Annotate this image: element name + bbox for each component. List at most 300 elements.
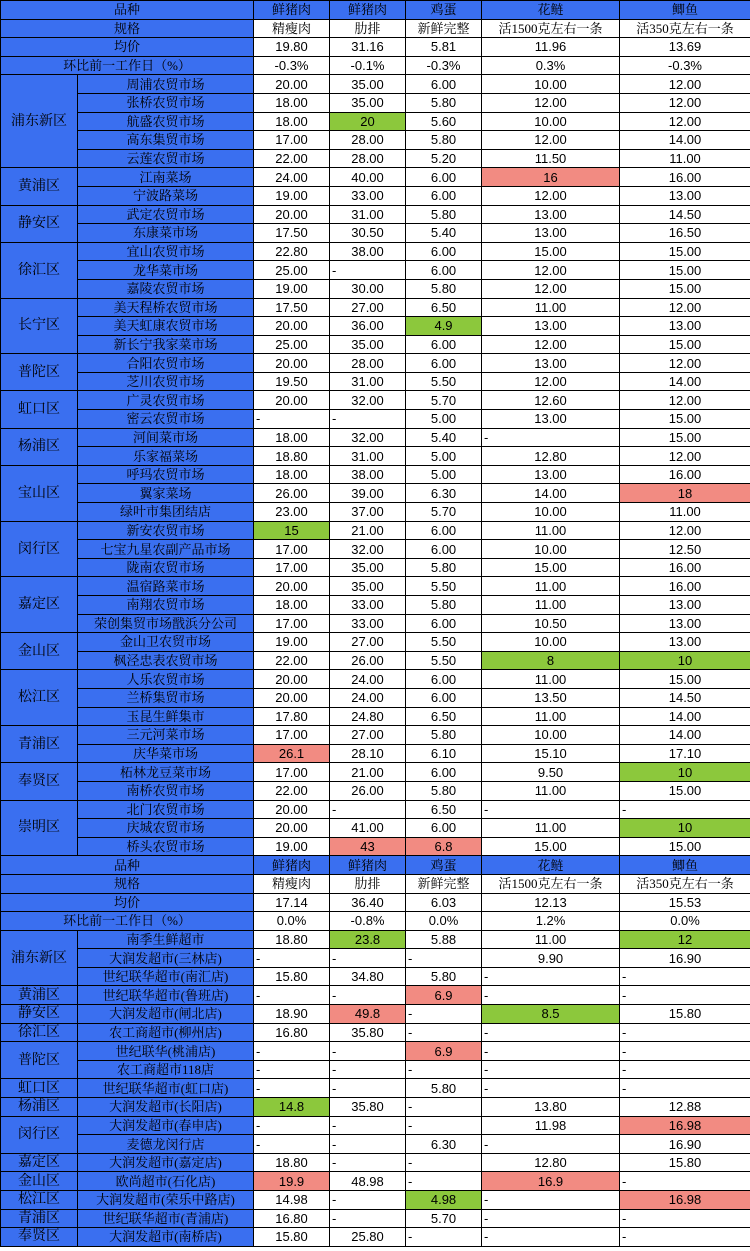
price-cell: 6.00: [406, 354, 482, 373]
variety-label: 品种: [1, 856, 254, 875]
price-cell: 22.00: [254, 149, 330, 168]
price-cell: 6.00: [406, 261, 482, 280]
price-cell: 28.10: [330, 744, 406, 763]
price-cell: 15.00: [620, 242, 750, 261]
price-cell: 15.00: [620, 781, 750, 800]
product-name: 鲜猪肉: [254, 856, 330, 875]
price-cell: 13.00: [482, 354, 620, 373]
price-cell: 13.00: [620, 596, 750, 615]
price-cell: 14.98: [254, 1191, 330, 1210]
price-cell: 6.00: [406, 614, 482, 633]
price-cell: 11.00: [482, 521, 620, 540]
price-cell: -: [620, 1228, 750, 1247]
price-cell: -: [482, 1042, 620, 1061]
market-name: 庆华菜市场: [78, 744, 254, 763]
price-cell: 15.00: [620, 261, 750, 280]
average-row: [1, 893, 750, 912]
spec-row: [1, 19, 750, 38]
market-row: [1, 428, 750, 447]
price-cell-high: 16.98: [620, 1191, 750, 1210]
price-cell: 12.00: [620, 112, 750, 131]
price-cell: -: [620, 1042, 750, 1061]
market-row: [1, 614, 750, 633]
price-cell: -: [482, 1228, 620, 1247]
price-cell: 20.00: [254, 75, 330, 94]
market-row: [1, 131, 750, 150]
change-value: 1.2%: [482, 912, 620, 931]
price-cell: 14.00: [620, 707, 750, 726]
price-cell: 6.00: [406, 540, 482, 559]
district-name: 静安区: [1, 1005, 78, 1024]
price-cell: 20.00: [254, 391, 330, 410]
price-cell: 10.00: [482, 75, 620, 94]
price-cell: 6.00: [406, 670, 482, 689]
price-cell: 5.50: [406, 633, 482, 652]
district-name: 嘉定区: [1, 577, 78, 633]
district-name: 青浦区: [1, 726, 78, 763]
market-name: 世纪联华超市(青浦店): [78, 1209, 254, 1228]
market-row: [1, 149, 750, 168]
price-cell: 5.80: [406, 726, 482, 745]
product-name: 鲫鱼: [620, 856, 750, 875]
market-name: 世纪联华超市(南汇店): [78, 967, 254, 986]
price-cell: 12.00: [620, 93, 750, 112]
market-name: 大润发超市(春申店): [78, 1116, 254, 1135]
price-cell-high: 49.8: [330, 1005, 406, 1024]
price-cell: 11.00: [482, 670, 620, 689]
market-row: [1, 707, 750, 726]
price-cell: 11.00: [620, 503, 750, 522]
price-cell-low: 14.8: [254, 1098, 330, 1117]
price-cell: 12.00: [620, 354, 750, 373]
price-cell: 15.00: [482, 837, 620, 856]
market-name: 麦德龙闵行店: [78, 1135, 254, 1154]
market-row: [1, 1098, 750, 1117]
product-name: 花鲢: [482, 856, 620, 875]
market-name: 世纪联华超市(鲁班店): [78, 986, 254, 1005]
price-cell-high: 6.9: [406, 986, 482, 1005]
price-cell: 22.00: [254, 781, 330, 800]
price-cell: 12.00: [482, 335, 620, 354]
market-row: [1, 447, 750, 466]
price-cell: 19.00: [254, 279, 330, 298]
price-cell: 6.00: [406, 819, 482, 838]
market-row: [1, 819, 750, 838]
market-row: [1, 837, 750, 856]
price-cell: 35.00: [330, 558, 406, 577]
district-name: 浦东新区: [1, 75, 78, 168]
district-name: 杨浦区: [1, 428, 78, 465]
average-value: 13.69: [620, 38, 750, 57]
average-value: 31.16: [330, 38, 406, 57]
price-cell-high: 19.9: [254, 1172, 330, 1191]
market-name: 大润发超市(荣乐中路店): [78, 1191, 254, 1210]
average-value: 19.80: [254, 38, 330, 57]
price-cell: 13.00: [482, 465, 620, 484]
spec-value: 新鲜完整: [406, 874, 482, 893]
price-cell: -: [482, 1135, 620, 1154]
price-cell: 5.40: [406, 428, 482, 447]
price-cell: 6.00: [406, 763, 482, 782]
price-cell: -: [620, 1023, 750, 1042]
price-cell: 17.00: [254, 540, 330, 559]
market-name: 北门农贸市场: [78, 800, 254, 819]
spec-value: 活1500克左右一条: [482, 19, 620, 38]
price-cell: -: [482, 428, 620, 447]
market-row: [1, 75, 750, 94]
price-cell: 20.00: [254, 800, 330, 819]
change-label: 环比前一工作日（%）: [1, 56, 254, 75]
product-name: 鲜猪肉: [330, 1, 406, 20]
price-cell: 35.00: [330, 75, 406, 94]
market-row: [1, 763, 750, 782]
change-value: -0.3%: [620, 56, 750, 75]
price-cell: 30.00: [330, 279, 406, 298]
market-row: [1, 1060, 750, 1079]
price-cell: 11.00: [482, 819, 620, 838]
price-cell: 18.80: [254, 447, 330, 466]
price-cell: 5.80: [406, 205, 482, 224]
price-cell: 18.00: [254, 465, 330, 484]
price-cell: 25.00: [254, 335, 330, 354]
market-row: [1, 781, 750, 800]
price-cell: 5.00: [406, 447, 482, 466]
market-name: 世纪联华超市(虹口店): [78, 1079, 254, 1098]
market-name: 大润发超市(嘉定店): [78, 1153, 254, 1172]
price-cell: 5.80: [406, 558, 482, 577]
price-cell: 13.00: [482, 410, 620, 429]
market-row: [1, 540, 750, 559]
price-cell: 26.00: [330, 651, 406, 670]
price-cell: -: [254, 410, 330, 429]
price-cell: 12.00: [482, 131, 620, 150]
price-cell: 6.00: [406, 521, 482, 540]
product-name: 鲜猪肉: [330, 856, 406, 875]
price-cell: 12.88: [620, 1098, 750, 1117]
price-cell: -: [406, 1228, 482, 1247]
variety-label: 品种: [1, 1, 254, 20]
market-row: [1, 949, 750, 968]
price-cell-high: 6.8: [406, 837, 482, 856]
product-name: 鸡蛋: [406, 856, 482, 875]
price-cell: 12.80: [482, 447, 620, 466]
market-name: 兰桥集贸市场: [78, 688, 254, 707]
price-cell: 12.50: [620, 540, 750, 559]
market-name: 大润发超市(长阳店): [78, 1098, 254, 1117]
price-cell: 26.00: [330, 781, 406, 800]
price-cell: 16.00: [620, 168, 750, 187]
price-cell-low: 10: [620, 651, 750, 670]
price-cell: 18.80: [254, 1153, 330, 1172]
price-cell: 13.00: [482, 224, 620, 243]
price-cell: -: [330, 1116, 406, 1135]
market-row: [1, 1116, 750, 1135]
spec-value: 肋排: [330, 874, 406, 893]
price-cell: 22.00: [254, 651, 330, 670]
price-cell: 19.00: [254, 837, 330, 856]
market-name: 陇南农贸市场: [78, 558, 254, 577]
price-cell: -: [620, 800, 750, 819]
price-cell: 37.00: [330, 503, 406, 522]
price-cell-low: 23.8: [330, 930, 406, 949]
price-cell: 12.00: [620, 298, 750, 317]
price-cell: 39.00: [330, 484, 406, 503]
change-value: -0.3%: [406, 56, 482, 75]
product-name: 鲫鱼: [620, 1, 750, 20]
price-cell: -: [406, 1098, 482, 1117]
price-cell: 6.00: [406, 242, 482, 261]
market-name: 三元河菜市场: [78, 726, 254, 745]
price-cell: 5.80: [406, 967, 482, 986]
price-cell: -: [482, 1060, 620, 1079]
price-cell: 14.00: [620, 131, 750, 150]
price-cell: 16.50: [620, 224, 750, 243]
market-name: 广灵农贸市场: [78, 391, 254, 410]
spec-label: 规格: [1, 19, 254, 38]
price-cell: 9.90: [482, 949, 620, 968]
district-name: 徐汇区: [1, 1023, 78, 1042]
price-cell: 12.00: [482, 93, 620, 112]
market-row: [1, 800, 750, 819]
change-label: 环比前一工作日（%）: [1, 912, 254, 931]
price-cell: 5.70: [406, 1209, 482, 1228]
market-row: [1, 744, 750, 763]
price-cell: 17.00: [254, 763, 330, 782]
district-name: 静安区: [1, 205, 78, 242]
price-cell: 13.80: [482, 1098, 620, 1117]
price-cell: 10.00: [482, 540, 620, 559]
price-cell: 13.00: [620, 317, 750, 336]
district-name: 青浦区: [1, 1209, 78, 1228]
price-cell: 17.00: [254, 558, 330, 577]
price-cell: -: [620, 1172, 750, 1191]
market-row: [1, 558, 750, 577]
district-name: 徐汇区: [1, 242, 78, 298]
price-cell: 16.00: [620, 558, 750, 577]
price-cell: 41.00: [330, 819, 406, 838]
market-row: [1, 633, 750, 652]
price-cell: -: [482, 986, 620, 1005]
price-cell: 20.00: [254, 205, 330, 224]
price-cell: 14.00: [482, 484, 620, 503]
market-row: [1, 465, 750, 484]
price-cell: 5.00: [406, 410, 482, 429]
price-cell-high: 43: [330, 837, 406, 856]
market-row: [1, 298, 750, 317]
price-cell: 6.00: [406, 75, 482, 94]
market-row: [1, 1153, 750, 1172]
spec-label: 规格: [1, 874, 254, 893]
average-label: 均价: [1, 38, 254, 57]
change-row: [1, 56, 750, 75]
price-cell: 28.00: [330, 131, 406, 150]
market-row: [1, 577, 750, 596]
price-cell: -: [406, 1153, 482, 1172]
change-value: 0.0%: [254, 912, 330, 931]
price-cell: 11.98: [482, 1116, 620, 1135]
district-name: 杨浦区: [1, 1098, 78, 1117]
market-name: 桥头农贸市场: [78, 837, 254, 856]
price-cell: 13.00: [482, 205, 620, 224]
price-cell: -: [254, 1042, 330, 1061]
price-cell: -: [406, 1005, 482, 1024]
price-cell: 12.00: [482, 186, 620, 205]
price-cell: 5.80: [406, 93, 482, 112]
price-cell-low: 4.9: [406, 317, 482, 336]
header-row: [1, 1, 750, 20]
price-cell-high: 16.98: [620, 1116, 750, 1135]
price-cell-high: 18: [620, 484, 750, 503]
market-name: 美天虹康农贸市场: [78, 317, 254, 336]
district-name: 黄浦区: [1, 168, 78, 205]
price-cell: 35.00: [330, 335, 406, 354]
price-cell: 12.00: [482, 372, 620, 391]
market-row: [1, 1172, 750, 1191]
market-row: [1, 354, 750, 373]
price-cell: -: [330, 1079, 406, 1098]
price-cell: -: [482, 1209, 620, 1228]
market-name: 世纪联华(桃浦店): [78, 1042, 254, 1061]
average-value: 17.14: [254, 893, 330, 912]
price-cell: 6.30: [406, 1135, 482, 1154]
market-name: 七宝九星农副产品市场: [78, 540, 254, 559]
price-cell: -: [406, 1060, 482, 1079]
price-cell: 35.80: [330, 1098, 406, 1117]
market-row: [1, 1023, 750, 1042]
spec-value: 活350克左右一条: [620, 874, 750, 893]
market-row: [1, 1209, 750, 1228]
price-cell: 19.50: [254, 372, 330, 391]
price-cell: 17.50: [254, 224, 330, 243]
market-row: [1, 93, 750, 112]
market-name: 荣创集贸市场戬浜分公司: [78, 614, 254, 633]
price-cell: 6.10: [406, 744, 482, 763]
price-cell: 13.00: [620, 633, 750, 652]
price-cell-low: 12: [620, 930, 750, 949]
price-cell: 17.50: [254, 298, 330, 317]
market-row: [1, 279, 750, 298]
header-row: [1, 856, 750, 875]
price-cell: 5.70: [406, 503, 482, 522]
price-cell: -: [482, 967, 620, 986]
average-row: [1, 38, 750, 57]
market-row: [1, 1079, 750, 1098]
market-name: 农工商超市118店: [78, 1060, 254, 1079]
price-cell: 6.00: [406, 335, 482, 354]
market-name: 农工商超市(柳州店): [78, 1023, 254, 1042]
market-name: 周浦农贸市场: [78, 75, 254, 94]
price-cell: 6.00: [406, 186, 482, 205]
district-name: 金山区: [1, 633, 78, 670]
market-row: [1, 224, 750, 243]
price-cell: -: [330, 986, 406, 1005]
price-cell: 12.00: [482, 261, 620, 280]
price-cell: 24.80: [330, 707, 406, 726]
market-row: [1, 930, 750, 949]
price-cell-low: 15: [254, 521, 330, 540]
price-cell: 32.00: [330, 391, 406, 410]
price-cell: 12.00: [482, 279, 620, 298]
price-cell: 12.80: [482, 1153, 620, 1172]
district-name: 闵行区: [1, 1116, 78, 1153]
market-row: [1, 1042, 750, 1061]
price-cell: 10.00: [482, 633, 620, 652]
market-name: 呼玛农贸市场: [78, 465, 254, 484]
price-cell: 33.00: [330, 596, 406, 615]
average-value: 12.13: [482, 893, 620, 912]
price-cell-high: 16: [482, 168, 620, 187]
price-cell: -: [482, 1079, 620, 1098]
price-cell: 15.80: [254, 967, 330, 986]
spec-row: [1, 874, 750, 893]
market-row: [1, 651, 750, 670]
price-cell: 5.80: [406, 279, 482, 298]
price-cell: 35.80: [330, 1023, 406, 1042]
district-name: 黄浦区: [1, 986, 78, 1005]
price-cell: 18.00: [254, 112, 330, 131]
change-value: 0.3%: [482, 56, 620, 75]
market-name: 南桥农贸市场: [78, 781, 254, 800]
market-row: [1, 503, 750, 522]
price-cell: -: [330, 949, 406, 968]
price-cell: -: [254, 949, 330, 968]
market-name: 大润发超市(三林店): [78, 949, 254, 968]
price-cell: 12.60: [482, 391, 620, 410]
market-name: 新长宁我家菜市场: [78, 335, 254, 354]
market-name: 柘林龙豆菜市场: [78, 763, 254, 782]
market-row: [1, 335, 750, 354]
market-name: 武定农贸市场: [78, 205, 254, 224]
market-name: 大润发超市(闸北店): [78, 1005, 254, 1024]
price-cell-low: 10: [620, 763, 750, 782]
district-name: 普陀区: [1, 1042, 78, 1079]
change-value: 0.0%: [620, 912, 750, 931]
price-cell: 14.50: [620, 205, 750, 224]
market-row: [1, 242, 750, 261]
price-cell: 12.00: [620, 391, 750, 410]
price-cell: 13.00: [482, 317, 620, 336]
market-name: 张桥农贸市场: [78, 93, 254, 112]
market-row: [1, 596, 750, 615]
market-name: 东康菜市场: [78, 224, 254, 243]
market-name: 新安农贸市场: [78, 521, 254, 540]
price-cell: 38.00: [330, 465, 406, 484]
price-cell: -: [330, 1135, 406, 1154]
market-row: [1, 410, 750, 429]
spec-value: 活350克左右一条: [620, 19, 750, 38]
price-cell: -: [620, 1060, 750, 1079]
price-cell: 14.50: [620, 688, 750, 707]
price-cell: 11.00: [482, 781, 620, 800]
price-cell: 6.50: [406, 707, 482, 726]
price-cell: 21.00: [330, 521, 406, 540]
district-name: 闵行区: [1, 521, 78, 577]
market-name: 密云农贸市场: [78, 410, 254, 429]
price-cell: 5.80: [406, 596, 482, 615]
district-name: 金山区: [1, 1172, 78, 1191]
price-cell: 6.30: [406, 484, 482, 503]
price-cell: 11.50: [482, 149, 620, 168]
price-cell: 5.50: [406, 372, 482, 391]
market-name: 人乐农贸市场: [78, 670, 254, 689]
price-cell: 26.00: [254, 484, 330, 503]
price-cell: -: [406, 1116, 482, 1135]
price-cell: 40.00: [330, 168, 406, 187]
market-name: 芝川农贸市场: [78, 372, 254, 391]
price-cell: 16.90: [620, 949, 750, 968]
price-cell: -: [330, 261, 406, 280]
price-cell: 30.50: [330, 224, 406, 243]
